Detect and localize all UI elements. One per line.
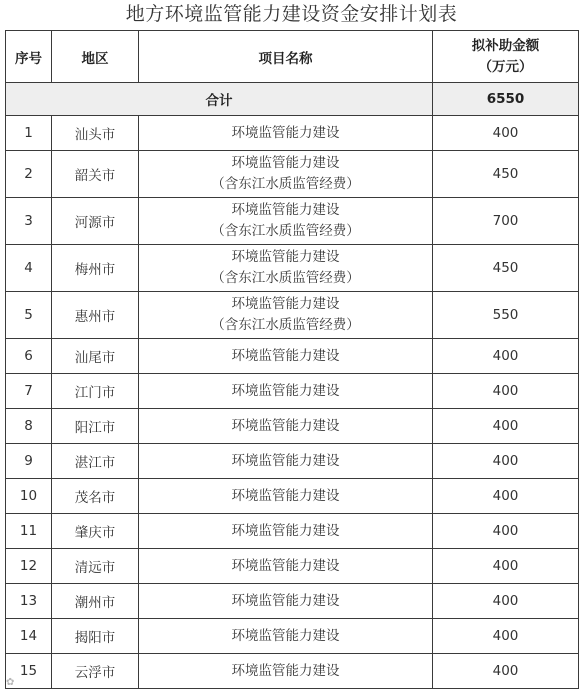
row-amount: 400 [433,339,579,374]
row-region: 河源市 [52,198,139,245]
table-row [6,584,579,619]
row-amount: 400 [433,116,579,151]
row-seq: 10 [6,479,52,514]
row-region: 梅州市 [52,245,139,292]
row-amount: 400 [433,374,579,409]
row-project [139,619,433,654]
row-project [139,292,433,339]
row-project [139,245,433,292]
row-seq: 8 [6,409,52,444]
row-region: 清远市 [52,549,139,584]
row-project-line1: 环境监管能力建设 [231,452,340,469]
header-project: 项目名称 [139,31,433,83]
row-project-line1: 环境监管能力建设 [231,124,340,141]
row-project [139,198,433,245]
row-seq: 14 [6,619,52,654]
table-row [6,245,579,292]
row-region: 惠州市 [52,292,139,339]
row-project [139,584,433,619]
table-row [6,619,579,654]
row-seq: 13 [6,584,52,619]
total-row [6,83,579,116]
row-seq: 4 [6,245,52,292]
row-project [139,339,433,374]
row-region: 阳江市 [52,409,139,444]
table-row [6,549,579,584]
row-amount: 450 [433,151,579,198]
header-amount-line2: （万元） [478,58,533,75]
row-project [139,151,433,198]
header-row [6,31,579,83]
table-row [6,151,579,198]
row-project-line2: （含东江水质监管经费） [211,270,360,286]
page-title: 地方环境监管能力建设资金安排计划表 [125,3,458,25]
row-amount: 550 [433,292,579,339]
table-row [6,409,579,444]
row-amount: 700 [433,198,579,245]
row-project-line1: 环境监管能力建设 [231,522,340,539]
row-seq: 5 [6,292,52,339]
funding-table [5,30,579,689]
row-seq: 9 [6,444,52,479]
row-project [139,444,433,479]
row-project [139,514,433,549]
row-project [139,654,433,689]
row-amount: 400 [433,479,579,514]
row-seq: 6 [6,339,52,374]
row-project-line1: 环境监管能力建设 [231,487,340,504]
row-amount: 400 [433,409,579,444]
row-amount: 400 [433,619,579,654]
header-seq: 序号 [6,31,52,83]
row-amount: 400 [433,444,579,479]
row-project-line2: （含东江水质监管经费） [211,317,360,333]
row-project [139,374,433,409]
table-row [6,444,579,479]
row-project-line1: 环境监管能力建设 [231,592,340,609]
watermark-logo: ✿ [6,677,15,688]
row-seq: 12 [6,549,52,584]
row-project-line1: 环境监管能力建设 [231,347,340,364]
row-region: 韶关市 [52,151,139,198]
funding-table-body [6,31,579,689]
row-project-line1: 环境监管能力建设 [231,249,340,265]
row-project [139,479,433,514]
row-seq: 15 [6,654,52,689]
row-seq: 7 [6,374,52,409]
row-project-line1: 环境监管能力建设 [231,557,340,574]
table-row [6,479,579,514]
row-project-line2: （含东江水质监管经费） [211,223,360,239]
row-region: 江门市 [52,374,139,409]
row-region: 云浮市 [52,654,139,689]
total-amount: 6550 [433,83,579,116]
row-project-line1: 环境监管能力建设 [231,202,340,218]
row-amount: 450 [433,245,579,292]
row-seq: 1 [6,116,52,151]
header-amount-line1: 拟补助金额 [471,37,540,54]
row-project [139,409,433,444]
row-seq: 2 [6,151,52,198]
row-project [139,116,433,151]
table-row [6,514,579,549]
header-amount [433,31,579,83]
table-row [6,198,579,245]
table-row [6,116,579,151]
row-project-line1: 环境监管能力建设 [231,627,340,644]
row-region: 肇庆市 [52,514,139,549]
row-project-line2: （含东江水质监管经费） [211,176,360,192]
row-region: 汕头市 [52,116,139,151]
row-amount: 400 [433,654,579,689]
row-project-line1: 环境监管能力建设 [231,417,340,434]
row-seq: 3 [6,198,52,245]
row-region: 湛江市 [52,444,139,479]
row-project-line1: 环境监管能力建设 [231,662,340,679]
row-region: 茂名市 [52,479,139,514]
row-project-line1: 环境监管能力建设 [231,155,340,171]
table-row [6,292,579,339]
total-label: 合计 [6,83,433,116]
table-row [6,339,579,374]
table-row [6,374,579,409]
row-amount: 400 [433,584,579,619]
table-row [6,654,579,689]
row-project-line1: 环境监管能力建设 [231,382,340,399]
row-amount: 400 [433,514,579,549]
row-project-line1: 环境监管能力建设 [231,296,340,312]
row-project [139,549,433,584]
row-region: 潮州市 [52,584,139,619]
row-region: 汕尾市 [52,339,139,374]
row-seq: 11 [6,514,52,549]
row-amount: 400 [433,549,579,584]
row-region: 揭阳市 [52,619,139,654]
header-region: 地区 [52,31,139,83]
